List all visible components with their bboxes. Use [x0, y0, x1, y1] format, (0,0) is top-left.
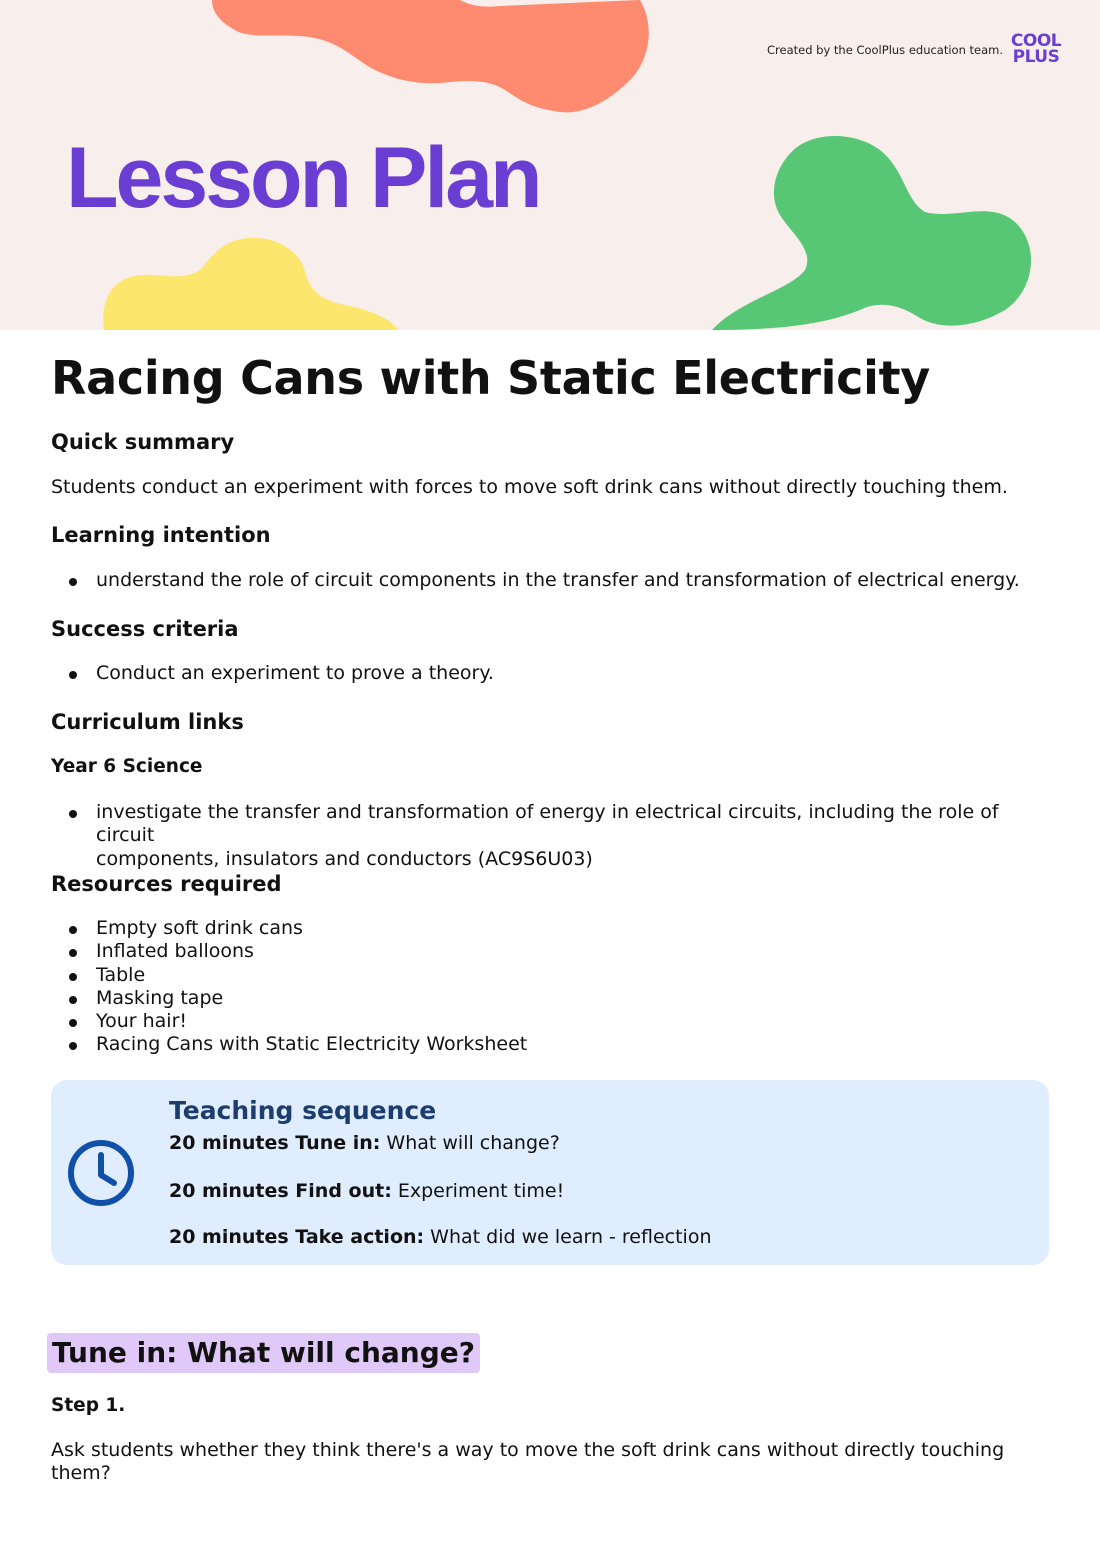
sequence-item-label: 20 minutes Tune in: — [169, 1132, 381, 1154]
quick-summary-text: Students conduct an experiment with forces to move soft drink cans without directly touching them. — [51, 476, 1008, 498]
logo-line-2: PLUS — [1012, 47, 1060, 67]
green-blob — [712, 136, 1031, 330]
resources-list — [51, 917, 1051, 1057]
sequence-item-tune-in — [169, 1131, 560, 1155]
success-criteria-list — [51, 662, 1051, 685]
curriculum-links-list — [51, 801, 1051, 871]
hero-banner — [0, 0, 1100, 330]
curriculum-item-line-1: investigate the transfer and transformation of energy in electrical circuits, including the role of circuit — [96, 801, 999, 847]
teaching-sequence-box — [51, 1080, 1049, 1265]
learning-intention-heading: Learning intention — [51, 523, 271, 547]
step-1-text-line-2: them? — [51, 1462, 111, 1484]
list-item: Inflated balloons — [51, 940, 1051, 963]
year-6-science-subheading: Year 6 Science — [51, 756, 203, 777]
logo-line-1: COOL — [1010, 31, 1062, 51]
sequence-item-label: 20 minutes Find out: — [169, 1180, 392, 1202]
curriculum-links-heading: Curriculum links — [51, 710, 244, 734]
step-1-label: Step 1. — [51, 1395, 126, 1416]
step-1-text — [51, 1439, 1004, 1485]
list-item: Table — [51, 964, 1051, 987]
sequence-item-text: What will change? — [380, 1132, 560, 1154]
coolplus-logo — [1004, 33, 1068, 65]
list-item: Racing Cans with Static Electricity Worksheet — [51, 1033, 1051, 1056]
tune-in-heading: Tune in: What will change? — [47, 1333, 480, 1373]
sequence-item-text: What did we learn - reflection — [424, 1226, 712, 1248]
yellow-blob — [103, 238, 398, 330]
resources-heading: Resources required — [51, 872, 282, 896]
sequence-item-label: 20 minutes Take action: — [169, 1226, 425, 1248]
list-item — [51, 801, 1051, 871]
step-1-text-line-1: Ask students whether they think there's a way to move the soft drink cans without directly touching — [51, 1439, 1005, 1461]
sequence-item-find-out — [169, 1179, 564, 1203]
coral-blob — [212, 0, 649, 112]
list-item: Conduct an experiment to prove a theory. — [51, 662, 1051, 685]
clock-icon — [66, 1138, 136, 1208]
teaching-sequence-title: Teaching sequence — [169, 1096, 437, 1125]
curriculum-item-line-2: components, insulators and conductors (AC9S6U03) — [96, 847, 593, 870]
learning-intention-list — [51, 569, 1051, 592]
hero-title: Lesson Plan — [66, 130, 540, 226]
sequence-item-take-action — [169, 1225, 712, 1249]
sequence-item-text: Experiment time! — [391, 1180, 565, 1202]
list-item: Empty soft drink cans — [51, 917, 1051, 940]
quick-summary-heading: Quick summary — [51, 430, 235, 454]
list-item: Your hair! — [51, 1010, 1051, 1033]
list-item: understand the role of circuit components in the transfer and transformation of electrical energy. — [51, 569, 1051, 592]
credit-text: Created by the CoolPlus education team. — [767, 43, 1004, 57]
list-item: Masking tape — [51, 987, 1051, 1010]
success-criteria-heading: Success criteria — [51, 617, 239, 641]
lesson-title: Racing Cans with Static Electricity — [51, 351, 930, 405]
